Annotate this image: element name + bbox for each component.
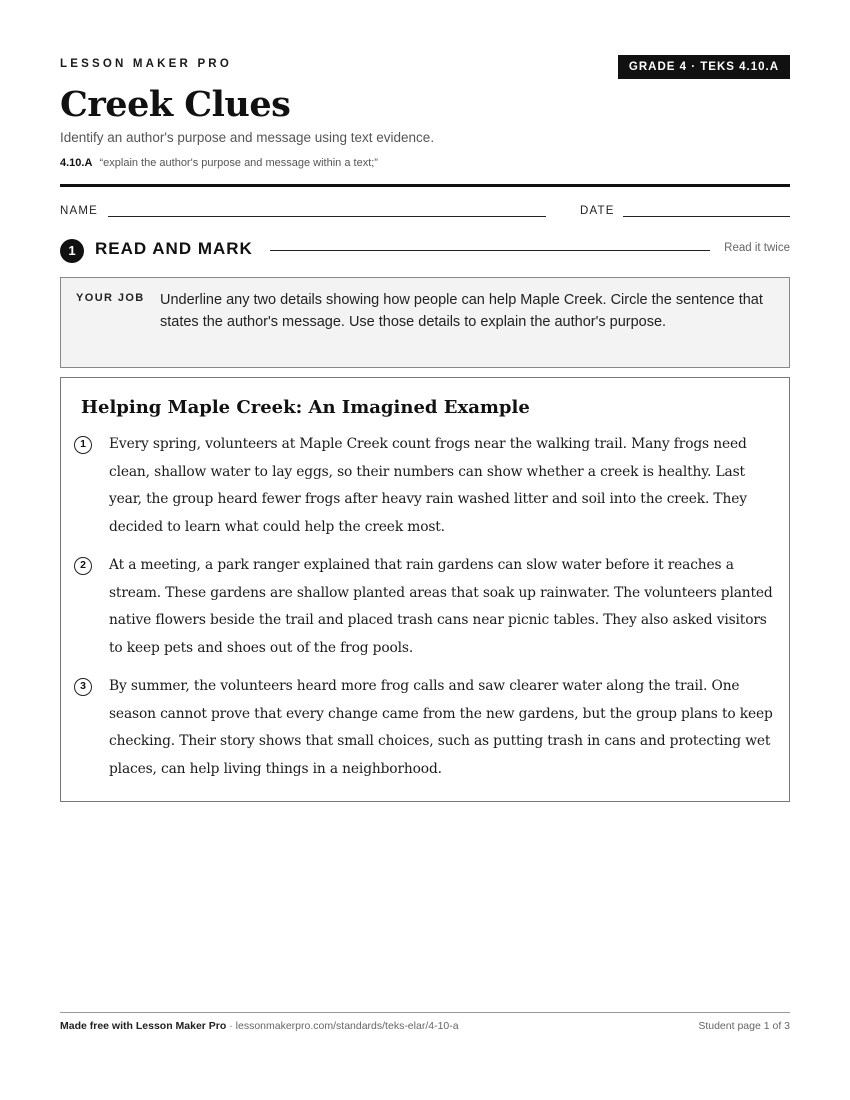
header-divider bbox=[60, 184, 790, 187]
footer-separator: · bbox=[226, 1020, 236, 1032]
date-field[interactable] bbox=[623, 216, 790, 217]
brand-name: LESSON MAKER PRO bbox=[60, 58, 232, 70]
grade-badge: GRADE 4 · TEKS 4.10.A bbox=[618, 55, 790, 79]
section-number-badge: 1 bbox=[60, 239, 84, 263]
reading-passage bbox=[60, 377, 790, 802]
standard-line bbox=[60, 157, 378, 169]
paragraph-text: Every spring, volunteers at Maple Creek count frogs near the walking trail. Many frogs need clean, shallow water to lay eggs, so their numbers can show whether a creek is healthy. Last year, the group heard fewer frogs after heavy rain washed litter and soil into the creek. They decided to learn what could help the creek most. bbox=[109, 436, 747, 535]
page-title: Creek Clues bbox=[60, 84, 291, 125]
section-title: READ AND MARK bbox=[95, 239, 253, 258]
footer-divider bbox=[60, 1012, 790, 1013]
footer-credit bbox=[60, 1020, 459, 1032]
task-label: YOUR JOB bbox=[76, 292, 145, 304]
task-text: Underline any two details showing how people can help Maple Creek. Circle the sentence that states the author's message. Use those details to explain the author's purpose. bbox=[160, 292, 763, 330]
footer-made-with: Made free with Lesson Maker Pro bbox=[60, 1020, 227, 1032]
standard-code: 4.10.A bbox=[60, 157, 93, 169]
task-box bbox=[60, 277, 790, 368]
page-indicator: Student page 1 of 3 bbox=[698, 1020, 790, 1032]
section-note: Read it twice bbox=[724, 242, 790, 254]
page-subtitle: Identify an author's purpose and message using text evidence. bbox=[60, 130, 435, 145]
name-field[interactable] bbox=[108, 216, 546, 217]
footer-url[interactable]: lessonmakerpro.com/standards/teks-elar/4-10-a bbox=[235, 1020, 459, 1032]
date-label: DATE bbox=[580, 205, 615, 217]
paragraph-number: 2 bbox=[74, 557, 92, 575]
paragraph-text: By summer, the volunteers heard more frog calls and saw clearer water along the trail. One season cannot prove that every change came from the new gardens, but the group plans to keep checking. Their story shows that small choices, such as putting trash in cans and protecting wet places, can help living things in a neighborhood. bbox=[109, 678, 773, 777]
section-divider bbox=[270, 250, 710, 251]
passage-title: Helping Maple Creek: An Imagined Example bbox=[81, 397, 530, 418]
paragraph-number: 1 bbox=[74, 436, 92, 454]
paragraph-text: At a meeting, a park ranger explained that rain gardens can slow water before it reaches a stream. These gardens are shallow planted areas that soak up rainwater. The volunteers planted native flowers beside the trail and placed trash cans near picnic tables. They also asked visitors to keep pets and shoes out of the frog pools. bbox=[109, 557, 773, 656]
worksheet-page bbox=[60, 0, 790, 1100]
standard-quote: “explain the author's purpose and message within a text;” bbox=[99, 157, 378, 169]
paragraph-number: 3 bbox=[74, 678, 92, 696]
name-label: NAME bbox=[60, 205, 99, 217]
